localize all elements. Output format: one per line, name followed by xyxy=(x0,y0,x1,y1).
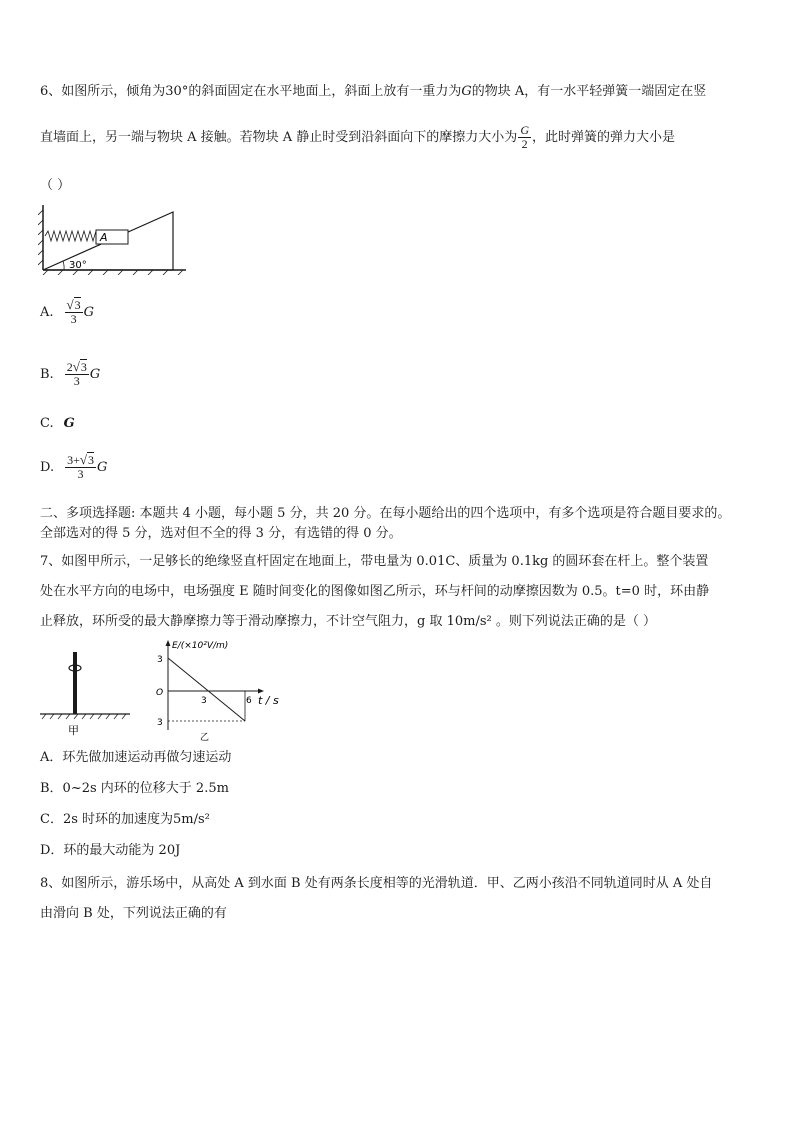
q6-option-a[interactable]: A. $\frac{√3}{3}$ G xyxy=(40,297,95,326)
y-tick-bottom: 3 xyxy=(157,718,163,728)
q7-line2: 处在水平方向的电场中，电场强度 E 随时间变化的图像如图乙所示，环与杆间的动摩擦因数为 0.5。t=0 时，环由静 xyxy=(40,584,710,599)
section2-line2: 全部选对的得 5 分，选对但不全的得 3 分，有选错的得 0 分。 xyxy=(40,526,402,541)
q7-option-b[interactable]: B．0~2s 内环的位移大于 2.5m xyxy=(40,781,229,796)
q8-line2: 由滑向 B 处，下列说法正确的有 xyxy=(40,906,227,921)
x-tick-mid: 3 xyxy=(201,696,207,706)
block-a-label: A xyxy=(100,231,108,244)
q6-option-b[interactable]: B. $\frac{2√3}{3}$ G xyxy=(40,359,101,388)
x-axis-label: t / s xyxy=(258,694,279,707)
origin-label: O xyxy=(156,688,164,698)
q6-answer-paren: （ ） xyxy=(40,178,71,193)
q7-option-c[interactable]: C．2s 时环的加速度为5m/s² xyxy=(40,812,210,827)
q6-option-d[interactable]: D. $\frac{3+√3}{3}$ G xyxy=(40,452,108,481)
y-tick-top: 3 xyxy=(157,655,163,665)
q7-option-d[interactable]: D．环的最大动能为 20J xyxy=(40,843,181,858)
y-axis-label: E/(×10²V/m) xyxy=(172,641,229,651)
q7-line3: 止释放，环所受的最大静摩擦力等于滑动摩擦力，不计空气阻力，g 取 10m/s² 。则下列说法正确的是（ ） xyxy=(40,614,656,629)
q6-option-c[interactable]: C. G xyxy=(40,416,75,431)
q6-line1: 6、如图所示，倾角为30°的斜面固定在水平地面上，斜面上放有一重力为G的物块 A，有一水平轻弹簧一端固定在竖 xyxy=(40,84,707,99)
x-tick-end: 6 xyxy=(246,696,252,706)
fig-jia-label: 甲 xyxy=(68,724,79,737)
fig-yi-label: 乙 xyxy=(200,733,210,743)
q7-figure-jia xyxy=(38,648,138,740)
q6-incline-figure xyxy=(38,200,188,275)
q7-line1: 7、如图甲所示，一足够长的绝缘竖直杆固定在地面上，带电量为 0.01C、质量为 0.1kg 的圆环套在杆上。整个装置 xyxy=(40,554,709,569)
q6-fraction: $\frac{G}{2}$ xyxy=(520,123,529,151)
e-field-line xyxy=(168,658,245,721)
section2-line1: 二、多项选择题: 本题共 4 小题，每小题 5 分，共 20 分。在每小题给出的四个选项中，有多个选项是符合题目要求的。 xyxy=(40,506,731,521)
spring xyxy=(45,231,98,241)
q7-option-a[interactable]: A．环先做加速运动再做匀速运动 xyxy=(40,750,232,765)
q6-line2: 直墙面上，另一端与物块 A 接触。若物块 A 静止时受到沿斜面向下的摩擦力大小为 $\frac{G}{2}$ ，此时弹簧的弹力大小是 xyxy=(40,123,675,151)
q8-line1: 8、如图所示，游乐场中，从高处 A 到水面 B 处有两条长度相等的光滑轨道．甲、乙两小孩沿不同轨道同时从 A 处自 xyxy=(40,876,713,891)
q7-figure-yi-graph xyxy=(150,636,285,744)
angle-label: 30° xyxy=(69,260,87,271)
